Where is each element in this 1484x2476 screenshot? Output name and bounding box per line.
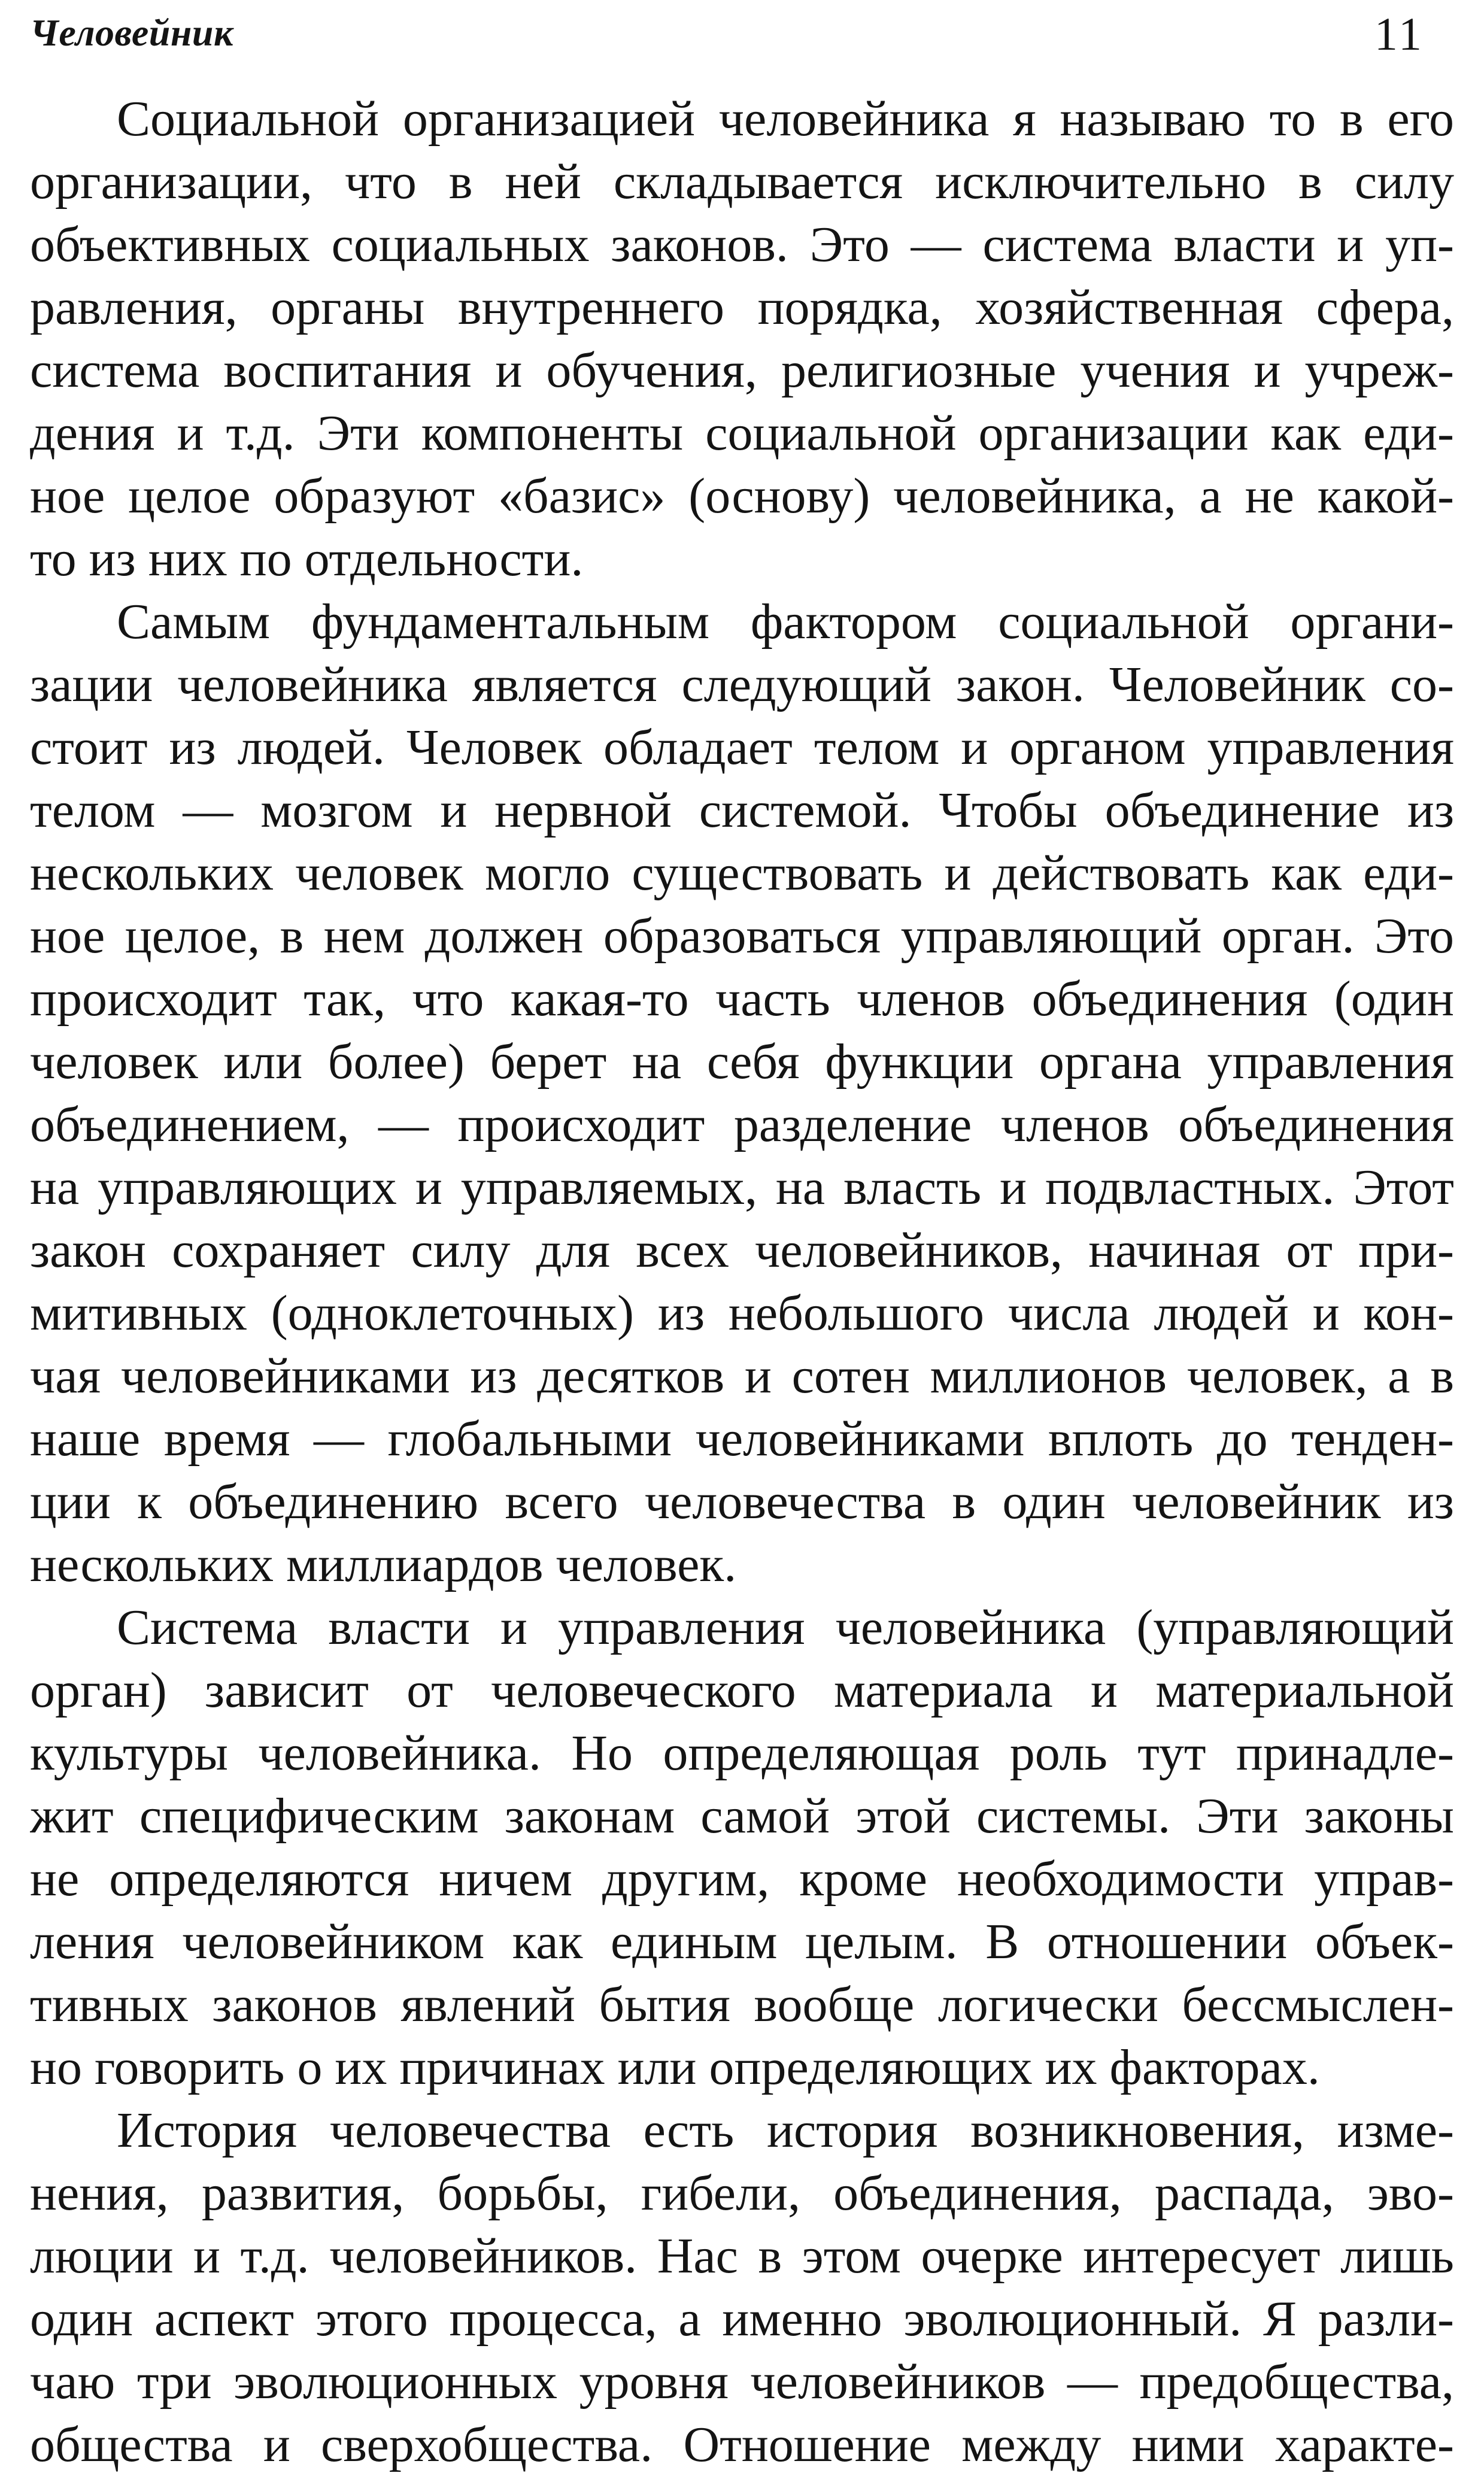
text-line: Самым фундаментальным фактором социальной органи- (117, 594, 1454, 650)
text-line: нения, развития, борьбы, гибели, объединения, распада, эво- (30, 2165, 1454, 2221)
text-line: жит специфическим законам самой этой системы. Эти законы (30, 1788, 1454, 1844)
body-text (30, 87, 1454, 2476)
text-line: объединением, — происходит разделение членов объединения (30, 1097, 1454, 1152)
text-line: дения и т.д. Эти компоненты социальной организации как еди- (30, 405, 1454, 461)
text-line: объективных социальных законов. Это — система власти и уп- (30, 217, 1454, 272)
text-line: телом — мозгом и нервной системой. Чтобы объединение из (30, 782, 1454, 838)
paragraph-3 (30, 1596, 1454, 2099)
text-line: ное целое, в нем должен образоваться управляющий орган. Это (30, 908, 1454, 964)
text-line: равления, органы внутреннего порядка, хозяйственная сфера, (30, 280, 1454, 335)
text-line: История человечества есть история возникновения, изме- (117, 2102, 1454, 2158)
text-line: ления человейником как единым целым. В отношении объек- (30, 1914, 1454, 1970)
text-line: ное целое образуют «базис» (основу) человейника, а не какой- (30, 468, 1454, 524)
text-line: тивных законов явлений бытия вообще логически бессмыслен- (30, 1977, 1454, 2032)
text-line: орган) зависит от человеческого материала и материальной (30, 1662, 1454, 1718)
text-line: люции и т.д. человейников. Нас в этом очерке интересует лишь (30, 2228, 1454, 2284)
text-line: Социальной организацией человейника я называю то в его (117, 91, 1454, 147)
text-line: на управляющих и управляемых, на власть и подвластных. Этот (30, 1160, 1454, 1215)
text-line: организации, что в ней складывается исключительно в силу (30, 154, 1454, 210)
text-line: наше время — глобальными человейниками вплоть до тенден- (30, 1411, 1454, 1467)
text-line: но говорить о их причинах или определяющих их факторах. (30, 2040, 1320, 2095)
text-line: ции к объединению всего человечества в один человейник из (30, 1474, 1454, 1530)
page-number: 11 (1374, 8, 1424, 60)
text-line: митивных (одноклеточных) из небольшого числа людей и кон- (30, 1285, 1454, 1341)
text-line: один аспект этого процесса, а именно эволюционный. Я разли- (30, 2291, 1454, 2347)
paragraph-1 (30, 87, 1454, 590)
paragraph-2 (30, 590, 1454, 1596)
book-page (30, 0, 1454, 2472)
text-line: общества и сверхобщества. Отношение между ними характе- (30, 2417, 1454, 2472)
text-line: система воспитания и обучения, религиозные учения и учреж- (30, 342, 1454, 398)
running-title: Человейник (30, 11, 233, 54)
text-line: стоит из людей. Человек обладает телом и органом управления (30, 720, 1454, 775)
text-line: культуры человейника. Но определяющая роль тут принадле- (30, 1725, 1454, 1781)
text-line: нескольких миллиардов человек. (30, 1537, 737, 1592)
text-line: нескольких человек могло существовать и действовать как еди- (30, 845, 1454, 901)
text-line: Система власти и управления человейника (управляющий (117, 1600, 1454, 1655)
text-line: чаю три эволюционных уровня человейников — предобщества, (30, 2354, 1454, 2410)
text-line: происходит так, что какая-то часть членов объединения (один (30, 971, 1454, 1027)
text-line: закон сохраняет силу для всех человейников, начиная от при- (30, 1222, 1454, 1278)
text-line: не определяются ничем другим, кроме необходимости управ- (30, 1851, 1454, 1907)
text-line: зации человейника является следующий закон. Человейник со- (30, 657, 1454, 712)
text-line: то из них по отдельности. (30, 531, 584, 587)
text-line: чая человейниками из десятков и сотен миллионов человек, а в (30, 1348, 1454, 1404)
text-line: человек или более) берет на себя функции органа управления (30, 1034, 1454, 1090)
paragraph-4 (30, 2099, 1454, 2476)
